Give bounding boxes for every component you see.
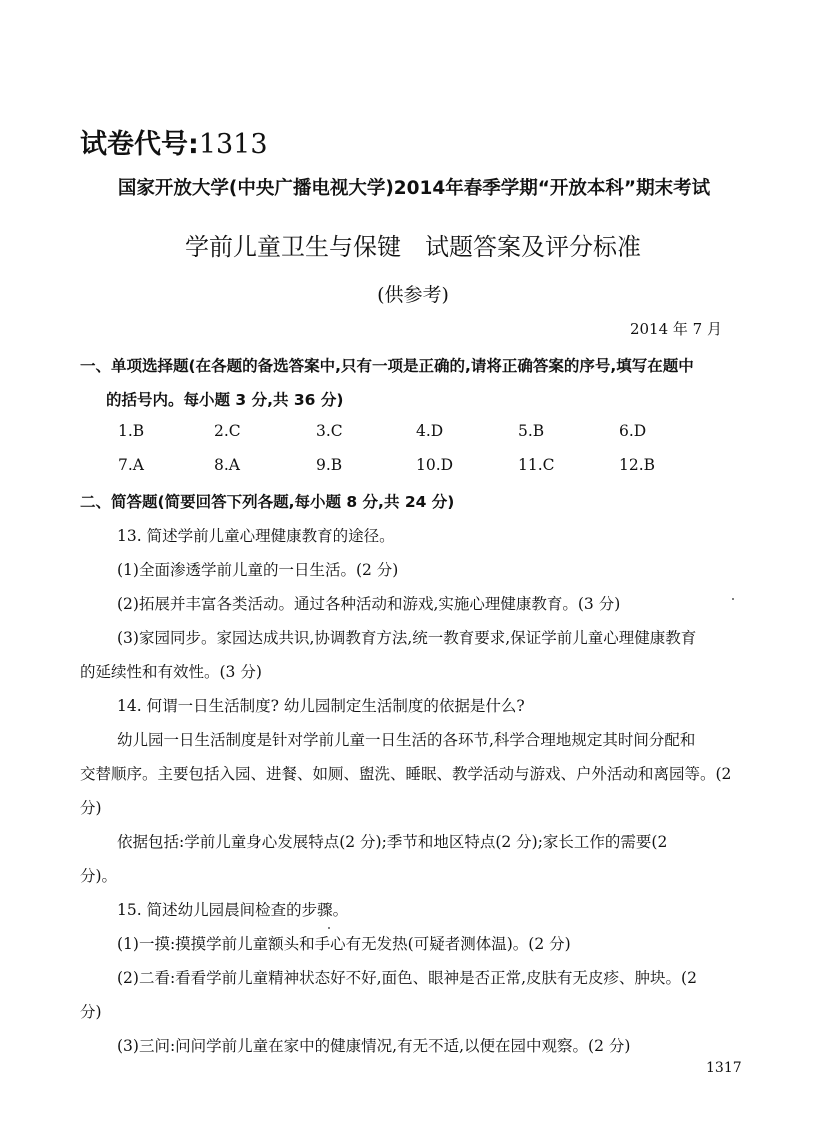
q13-answer-3: (3)家园同步。家园达成共识,协调教育方法,统一教育要求,保证学前儿童心理健康教育: [117, 629, 697, 647]
q13-answer-2: (2)拓展并丰富各类活动。通过各种活动和游戏,实施心理健康教育。(3 分): [117, 595, 621, 613]
scan-speck: [732, 598, 734, 600]
scan-speck: [328, 927, 330, 929]
answer-item: 7.A: [118, 456, 144, 474]
page-number: 1317: [706, 1060, 742, 1076]
paper-code-number: 1313: [198, 129, 268, 160]
q15-answer-2: (2)二看:看看学前儿童精神状态好不好,面色、眼神是否正常,皮肤有无皮疹、肿块。(2: [117, 969, 697, 987]
answer-item: 10.D: [416, 456, 454, 474]
exam-title: 国家开放大学(中央广播电视大学)2014年春季学期“开放本科”期末考试: [117, 178, 711, 199]
question-13: 13. 简述学前儿童心理健康教育的途径。: [117, 527, 395, 545]
answer-item: 3.C: [316, 422, 343, 440]
paper-code-label: 试卷代号:: [80, 129, 199, 160]
section1-heading: 一、单项选择题(在各题的备选答案中,只有一项是正确的,请将正确答案的序号,填写在题中: [80, 357, 694, 375]
reference-note: (供参考): [377, 284, 449, 306]
answer-item: 12.B: [619, 456, 656, 474]
question-14: 14. 何谓一日生活制度? 幼儿园制定生活制度的依据是什么?: [117, 697, 525, 715]
answer-item: 1.B: [118, 422, 145, 440]
question-15: 15. 简述幼儿园晨间检查的步骤。: [117, 901, 349, 919]
q14-para-2-cont: 分)。: [80, 867, 118, 885]
answer-item: 4.D: [416, 422, 444, 440]
q13-answer-1: (1)全面渗透学前儿童的一日生活。(2 分): [117, 561, 399, 579]
q14-para-1: 幼儿园一日生活制度是针对学前儿童一日生活的各环节,科学合理地规定其时间分配和: [117, 731, 696, 749]
q15-answer-2-cont: 分): [80, 1003, 102, 1021]
exam-date: 2014 年 7 月: [629, 320, 722, 338]
answer-item: 5.B: [518, 422, 545, 440]
q14-para-1-cont: 交替顺序。主要包括入园、进餐、如厕、盥洗、睡眠、教学活动与游戏、户外活动和离园等。(2: [80, 765, 732, 783]
paper-code: [80, 122, 268, 161]
answer-item: 2.C: [214, 422, 241, 440]
subject-title: 学前儿童卫生与保键 试题答案及评分标准: [185, 233, 641, 261]
section2-heading: 二、简答题(简要回答下列各题,每小题 8 分,共 24 分): [80, 493, 455, 511]
q14-para-1-end: 分): [80, 799, 102, 817]
answer-item: 9.B: [316, 456, 343, 474]
answer-item: 11.C: [518, 456, 555, 474]
q15-answer-3: (3)三问:问问学前儿童在家中的健康情况,有无不适,以便在园中观察。(2 分): [117, 1037, 631, 1055]
q15-answer-1: (1)一摸:摸摸学前儿童额头和手心有无发热(可疑者测体温)。(2 分): [117, 935, 571, 953]
q14-para-2: 依据包括:学前儿童身心发展特点(2 分);季节和地区特点(2 分);家长工作的需要(2: [117, 833, 668, 851]
section1-heading-cont: 的括号内。每小题 3 分,共 36 分): [106, 391, 344, 409]
answer-item: 6.D: [619, 422, 647, 440]
answer-item: 8.A: [214, 456, 240, 474]
q13-answer-3-cont: 的延续性和有效性。(3 分): [80, 663, 262, 681]
